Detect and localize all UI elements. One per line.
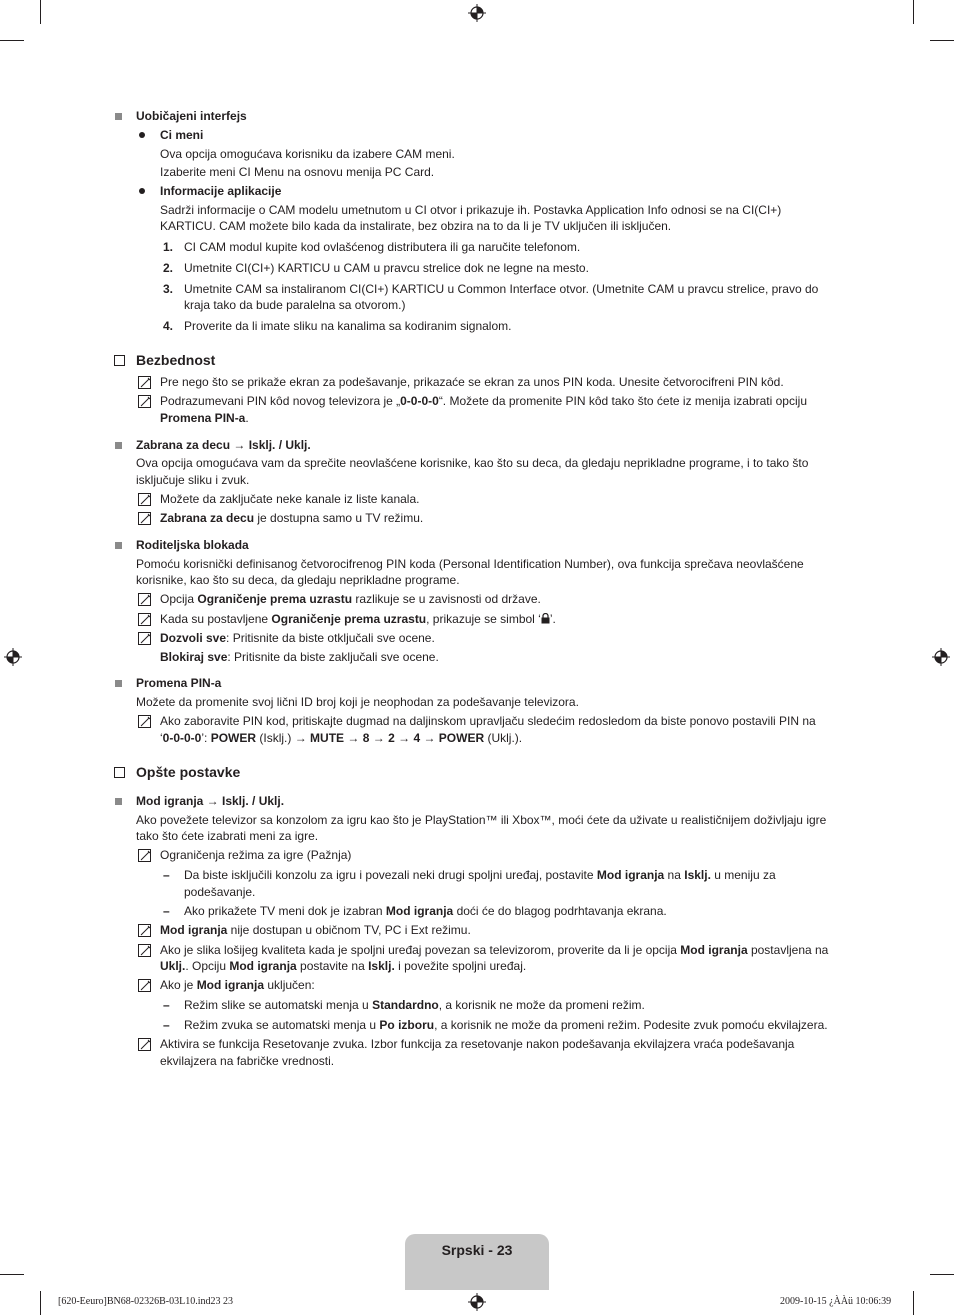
crop-mark — [913, 0, 914, 24]
round-bullet-icon — [139, 188, 145, 194]
square-bullet-icon — [115, 798, 122, 805]
square-bullet-icon — [115, 442, 122, 449]
step-text: Proverite da li imate sliku na kanalima sa kodiranim signalom. — [184, 319, 512, 333]
paragraph-line: Možete da promenite svoj lični ID broj koji je neophodan za podešavanje televizora. — [136, 695, 579, 709]
security-note-2: Podrazumevani PIN kôd novog televizora je „0-0-0-0“. Možete da promenite PIN kôd tako što ćete iz menija izabrati opciju — [160, 394, 807, 408]
crop-mark — [40, 0, 41, 24]
print-slug-right: 2009-10-15 ¿ÀÀü 10:06:39 — [780, 1296, 892, 1307]
heading-parental: Roditeljska blokada — [136, 538, 249, 552]
note-icon — [137, 714, 153, 730]
step-text: kraja tako da bude paralelna sa otvorom.) — [184, 298, 406, 312]
crop-mark — [0, 40, 24, 41]
parental-note-3: Dozvoli sve: Pritisnite da biste otključali sve ocene. — [160, 631, 435, 645]
step-number: 2. — [163, 261, 174, 275]
step-text: CI CAM modul kupite kod ovlašćenog distributera ili ga naručite telefonom. — [184, 240, 581, 254]
game-dash-2: Ako prikažete TV meni dok je izabran Mod igranja doći će do blagog podrhtavanja ekrana. — [184, 904, 667, 918]
step-number: 3. — [163, 282, 174, 296]
square-bullet-icon — [115, 542, 122, 549]
paragraph-line: tako što ćete izabrati meni za igre. — [136, 829, 319, 843]
crop-mark — [913, 1291, 914, 1315]
change-pin-note: Ako zaboravite PIN kod, pritiskajte dugmad na daljinskom upravljaču sledećim redosledom da biste ponovo postavili PIN na — [160, 714, 816, 728]
page-number: Srpski - 23 — [441, 1242, 513, 1258]
checkbox-heading-icon — [114, 355, 125, 366]
dash-bullet: – — [163, 1018, 170, 1032]
game-note-3-cont: Uklj.. Opciju Mod igranja postavite na Isklj. i povežite spoljni uređaj. — [160, 959, 527, 973]
paragraph-line: Pomoću korisnički definisanog četvorocifrenog PIN koda (Personal Identification Number), ova funkcija sprečava neovlašćene — [136, 557, 804, 571]
paragraph-line: KARTICU. CAM možete bilo kada da instalirate, bez obzira na to da li je TV uključen ili isključen. — [160, 219, 672, 233]
child-lock-note-2: Zabrana za decu je dostupna samo u TV režimu. — [160, 511, 424, 525]
section-title-security: Bezbednost — [136, 352, 216, 368]
note-icon — [137, 848, 153, 864]
security-note-1: Pre nego što se prikaže ekran za podešavanje, prikazaće se ekran za unos PIN koda. Unesite četvorocifreni PIN kôd. — [160, 375, 784, 389]
note-icon — [137, 394, 153, 410]
parental-note-1: Opcija Ograničenje prema uzrastu razlikuje se u zavisnosti od države. — [160, 592, 541, 606]
game-note-3: Ako je slika lošijeg kvaliteta kada je spoljni uređaj povezan sa televizorom, proverite da li je opcija Mod igranja postavljena na — [160, 943, 829, 957]
registration-mark-icon — [932, 648, 950, 666]
game-note-5-cont: ekvilajzera na fabričke vrednosti. — [160, 1054, 335, 1068]
game-dash-1: Da biste isključili konzolu za igru i povezali neki drugi spoljni uređaj, postavite Mod igranja na Isklj. u meniju za — [184, 868, 776, 882]
dash-bullet: – — [163, 998, 170, 1012]
paragraph-line: Ako povežete televizor sa konzolom za igru kao što je PlayStation™ ili Xbox™, moći ćete da uživate u realističnijem doživljaju igre — [136, 813, 827, 827]
note-icon — [137, 1037, 153, 1053]
crop-mark — [930, 40, 954, 41]
game-note-1: Ograničenja režima za igre (Pažnja) — [160, 848, 352, 862]
note-icon — [137, 612, 153, 628]
paragraph-line: Izaberite meni CI Menu na osnovu menija PC Card. — [160, 165, 435, 179]
parental-note-4: Blokiraj sve: Pritisnite da biste zaključali sve ocene. — [160, 650, 439, 664]
heading-change-pin: Promena PIN-a — [136, 676, 222, 690]
note-icon — [137, 492, 153, 508]
game-dash-3: Režim slike se automatski menja u Standardno, a korisnik ne može da promeni režim. — [184, 998, 645, 1012]
game-dash-1-cont: podešavanje. — [184, 885, 256, 899]
registration-mark-icon — [468, 1293, 486, 1311]
game-note-2: Mod igranja nije dostupan u običnom TV, PC i Ext režimu. — [160, 923, 471, 937]
heading-child-lock: Zabrana za decu → Isklj. / Uklj. — [136, 438, 311, 452]
step-number: 4. — [163, 319, 174, 333]
heading-ci-menu: Ci meni — [160, 128, 204, 142]
note-icon — [137, 978, 153, 994]
note-icon — [137, 375, 153, 391]
registration-mark-icon — [468, 4, 486, 22]
crop-mark — [0, 1274, 24, 1275]
heading-app-info: Informacije aplikacije — [160, 184, 282, 198]
note-icon — [137, 923, 153, 939]
paragraph-line: Ova opcija omogućava vam da sprečite neovlašćene korisnike, kao što su deca, da gledaju neprikladne programe, i to tako što — [136, 456, 809, 470]
registration-mark-icon — [4, 648, 22, 666]
dash-bullet: – — [163, 868, 170, 882]
square-bullet-icon — [115, 680, 122, 687]
heading-common-interface: Uobičajeni interfejs — [136, 109, 247, 123]
crop-mark — [930, 1274, 954, 1275]
square-bullet-icon — [115, 113, 122, 120]
section-title-general: Opšte postavke — [136, 764, 241, 780]
child-lock-note-1: Možete da zaključate neke kanale iz liste kanala. — [160, 492, 420, 506]
lock-icon — [541, 613, 550, 624]
note-icon — [137, 592, 153, 608]
parental-note-2: Kada su postavljene Ograničenje prema uzrastu, prikazuje se simbol ‘ ’. — [160, 612, 556, 626]
checkbox-heading-icon — [114, 767, 125, 778]
step-number: 1. — [163, 240, 174, 254]
paragraph-line: isključuje sliku i zvuk. — [136, 473, 250, 487]
note-icon — [137, 943, 153, 959]
paragraph-line: korisnike, kao što su deca, da gledaju neprikladne programe. — [136, 573, 460, 587]
dash-bullet: – — [163, 904, 170, 918]
game-note-4: Ako je Mod igranja uključen: — [160, 978, 315, 992]
security-note-2-cont: Promena PIN-a. — [160, 411, 249, 425]
paragraph-line: Ova opcija omogućava korisniku da izabere CAM meni. — [160, 147, 455, 161]
note-icon — [137, 511, 153, 527]
paragraph-line: Sadrži informacije o CAM modelu umetnutom u CI otvor i prikazuje ih. Postavka Application Info odnosi se na CI(CI+) — [160, 203, 782, 217]
step-text: Umetnite CAM sa instaliranom CI(CI+) KARTICU u Common Interface otvor. (Umetnite CAM u pravcu strelice, pravo do — [184, 282, 819, 296]
round-bullet-icon — [139, 132, 145, 138]
heading-game-mode: Mod igranja → Isklj. / Uklj. — [136, 794, 285, 808]
step-text: Umetnite CI(CI+) KARTICU u CAM u pravcu strelice dok ne legne na mesto. — [184, 261, 589, 275]
note-icon — [137, 631, 153, 647]
crop-mark — [40, 1291, 41, 1315]
print-slug-left: [620-Eeuro]BN68-02326B-03L10.ind23 23 — [58, 1296, 233, 1307]
game-dash-4: Režim zvuka se automatski menja u Po izboru, a korisnik ne može da promeni režim. Podesite zvuk pomoću ekvilajzera. — [184, 1018, 828, 1032]
game-note-5: Aktivira se funkcija Resetovanje zvuka. Izbor funkcija za resetovanje nakon podešavanja ekvilajzera vraća podešavanja — [160, 1037, 795, 1051]
change-pin-note-cont: ‘0-0-0-0’: POWER (Isklj.) → MUTE → 8 → 2 → 4 → POWER (Uklj.). — [160, 731, 523, 745]
